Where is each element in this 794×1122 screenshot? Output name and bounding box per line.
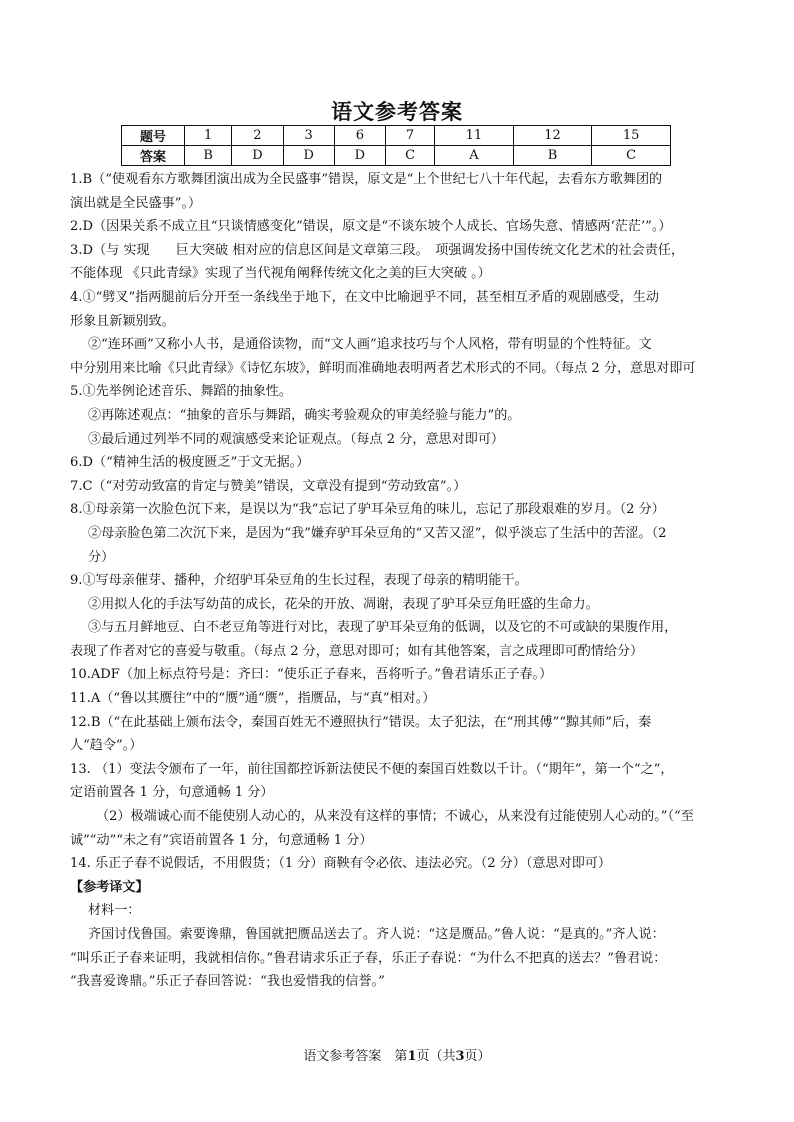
text-line: ③最后通过列举不同的观演感受来论证观点。（每点 2 分，意思对即可） — [88, 431, 505, 447]
answer-explanations — [70, 168, 730, 994]
answer-cell: C — [592, 146, 671, 166]
text-line: 6.D（“精神生活的极度匮乏”于文无据。） — [70, 455, 310, 471]
text-line: 13. （1）变法令颁布了一年，前往国都控诉新法使民不便的秦国百姓数以千计。（“期年”，第一个“之”， — [70, 761, 674, 777]
text-line: 人“趋令”。） — [70, 738, 143, 754]
question-number-row — [122, 126, 671, 146]
question-number-cell: 15 — [592, 126, 671, 146]
text-line: 1.B（“使观看东方歌舞团演出成为全民盛事”错误，原文是“上个世纪七八十年代起，去看东方歌舞团的 — [70, 172, 663, 187]
text-line: 演出就是全民盛事”。） — [70, 195, 202, 211]
text-line: “叫乐正子春来证明，我就相信你。”鲁君请求乐正子春，乐正子春说：“为什么不把真的送去？”鲁君说： — [70, 950, 667, 966]
text-line: 材料一： — [88, 903, 141, 919]
header-label-cell: 题号 — [122, 126, 185, 146]
text-line: 定语前置各 1 分，句意通畅 1 分） — [70, 785, 274, 801]
text-line: 齐国讨伐鲁国。索要谗鼎，鲁国就把赝品送去了。齐人说：“这是赝品。”鲁人说：“是真的。”齐人说： — [88, 927, 665, 942]
text-line: ②用拟人化的手法写幼苗的成长，花朵的开放、凋谢，表现了驴耳朵豆角旺盛的生命力。 — [88, 596, 599, 612]
footer-total-pages: 3 — [455, 1049, 465, 1064]
text-line: 表现了作者对它的喜爱与敬重。（每点 2 分，意思对即可；如有其他答案，言之成理即可酌情给分） — [70, 643, 644, 659]
question-number-cell: 12 — [513, 126, 592, 146]
text-line: （2）极端诚心而不能使别人动心的，从来没有这样的事情；不诚心，从来没有过能使别人心动的。”（“至 — [96, 809, 694, 825]
page-footer — [0, 1045, 794, 1064]
answer-cell: D — [334, 146, 385, 166]
text-line: “我喜爱谗鼎。”乐正子春回答说：“我也爱惜我的信誉。” — [70, 974, 385, 990]
text-line: ②再陈述观点：“抽象的音乐与舞蹈，确实考验观众的审美经验与能力”的。 — [88, 407, 521, 423]
question-number-cell: 6 — [334, 126, 385, 146]
text-line: 9.①写母亲催芽、播种，介绍驴耳朵豆角的生长过程，表现了母亲的精明能干。 — [70, 573, 528, 589]
text-line: ②母亲脸色第二次沉下来，是因为“我”嫌弃驴耳朵豆角的“又苦又涩”，似乎淡忘了生活中的苦涩。（2 — [88, 525, 667, 541]
text-line: 12.B（“在此基础上颁布法令，秦国百姓无不遵照执行”错误。太子犯法，在“刑其傅”“黥其师”后，秦 — [70, 714, 652, 730]
question-number-cell: 1 — [185, 126, 232, 146]
answer-key-table — [121, 125, 671, 166]
question-number-cell: 11 — [435, 126, 514, 146]
answer-row — [122, 146, 671, 166]
section-heading: 【参考译文】 — [70, 879, 149, 895]
text-line: 中分别用来比喻《只此青绿》《诗忆东坡》，鲜明而准确地表明两者艺术形式的不同。（每点 2 分，意思对即可 — [70, 360, 696, 376]
text-line: 5.①先举例论述音乐、舞蹈的抽象性。 — [70, 384, 292, 400]
footer-prefix: 语文参考答案 第 — [303, 1049, 408, 1064]
text-line: 分） — [88, 549, 115, 565]
text-line: 7.C（“对劳动致富的肯定与赞美”错误，文章没有提到“劳动致富”。） — [70, 478, 467, 494]
text-line: 8.①母亲第一次脸色沉下来，是误以为“我”忘记了驴耳朵豆角的味儿，忘记了那段艰难的岁月。（2 分） — [70, 502, 665, 518]
text-line: 3.D（与 实现 巨大突破 相对应的信息区间是文章第三段。 项强调发扬中国传统文化艺术的社会责任， — [70, 242, 684, 258]
answer-cell: A — [435, 146, 514, 166]
text-line: ③与五月鲜地豆、白不老豆角等进行对比，表现了驴耳朵豆角的低调，以及它的不可或缺的果腹作用， — [88, 620, 678, 636]
page-title: 语文参考答案 — [331, 99, 463, 124]
answer-cell: B — [185, 146, 232, 166]
text-line: 14. 乐正子春不说假话，不用假货；（1 分）商鞅有令必依、违法必究。（2 分）（意思对即可） — [70, 856, 611, 872]
question-number-cell: 3 — [283, 126, 334, 146]
answer-cell: C — [386, 146, 435, 166]
text-line: 11.A（“鲁以其赝往”中的“赝”通“赝”，指赝品，与“真”相对。） — [70, 691, 436, 707]
text-line: 10.ADF（加上标点符号是：齐曰：“使乐正子春来，吾将听子。”鲁君请乐正子春。） — [70, 667, 553, 683]
question-number-cell: 7 — [386, 126, 435, 146]
text-line: 诚”“动”“未之有”宾语前置各 1 分，句意通畅 1 分） — [70, 832, 373, 848]
answer-cell: B — [513, 146, 592, 166]
answer-cell: D — [283, 146, 334, 166]
text-line: 不能体现 《只此青绿》实现了当代视角阐释传统文化之美的巨大突破 。） — [70, 266, 491, 282]
footer-page-number: 1 — [407, 1049, 417, 1064]
answer-cell: D — [232, 146, 283, 166]
text-line: ②“连环画”又称小人书，是通俗读物，而“文人画”追求技巧与个人风格，带有明显的个性特征。文 — [88, 337, 652, 353]
text-line: 形象且新颖别致。 — [70, 313, 175, 329]
text-line: 2.D（因果关系不成立且“只谈情感变化”错误，原文是“不谈东坡个人成长、官场失意、情感两‘茫茫’”。） — [70, 219, 672, 235]
question-number-cell: 2 — [232, 126, 283, 146]
footer-suffix: 页） — [464, 1049, 491, 1064]
text-line: 4.①“劈叉”指两腿前后分开至一条线坐于地下，在文中比喻迥乎不同，甚至相互矛盾的观剧感受，生动 — [70, 289, 659, 305]
footer-middle: 页（共 — [416, 1049, 456, 1064]
answer-label-cell: 答案 — [122, 146, 185, 166]
